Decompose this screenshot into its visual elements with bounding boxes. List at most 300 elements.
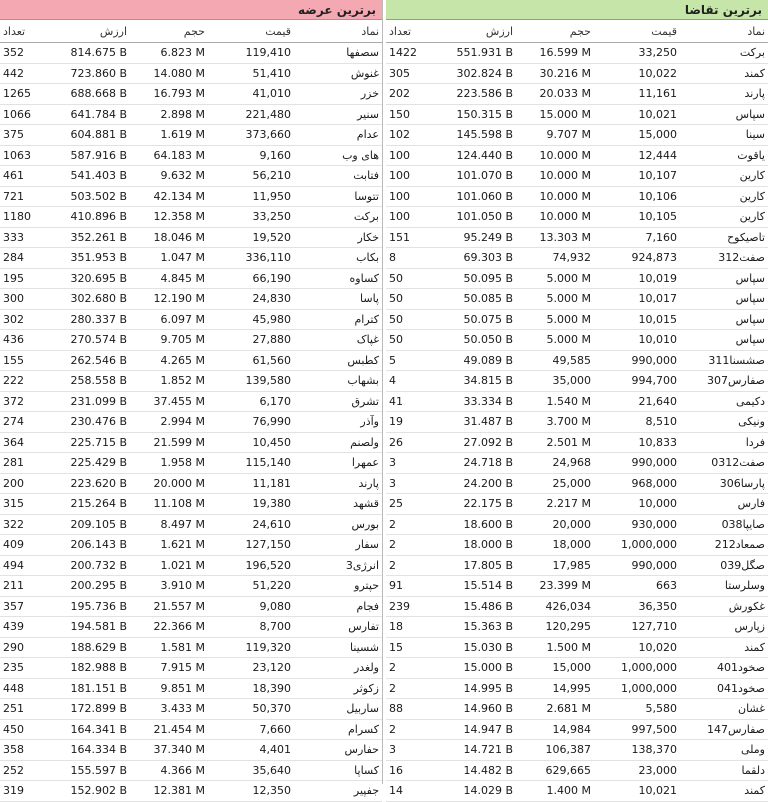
cell-count: 319 bbox=[0, 781, 42, 802]
cell-symbol[interactable]: پارند bbox=[294, 473, 382, 494]
cell-volume: 16.793 M bbox=[130, 84, 208, 105]
cell-price: 10,022 bbox=[594, 63, 680, 84]
cell-symbol[interactable]: صفت0312 bbox=[680, 453, 768, 474]
table-row[interactable] bbox=[386, 227, 768, 248]
cell-value: 24.200 B bbox=[428, 473, 516, 494]
cell-symbol[interactable]: عدام bbox=[294, 125, 382, 146]
cell-volume: 5.000 M bbox=[516, 330, 594, 351]
table-row[interactable] bbox=[386, 309, 768, 330]
cell-count: 25 bbox=[386, 494, 428, 515]
table-row[interactable] bbox=[0, 104, 382, 125]
cell-count: 26 bbox=[386, 432, 428, 453]
table-row[interactable] bbox=[386, 145, 768, 166]
cell-value: 351.953 B bbox=[42, 248, 130, 269]
cell-symbol[interactable]: کمند bbox=[680, 637, 768, 658]
cell-symbol[interactable]: زپارس bbox=[680, 617, 768, 638]
cell-value: 209.105 B bbox=[42, 514, 130, 535]
table-row[interactable] bbox=[0, 678, 382, 699]
cell-price: 997,500 bbox=[594, 719, 680, 740]
table-row[interactable] bbox=[0, 186, 382, 207]
cell-symbol[interactable]: سپاس bbox=[680, 330, 768, 351]
cell-volume: 30.216 M bbox=[516, 63, 594, 84]
cell-price: 21,640 bbox=[594, 391, 680, 412]
cell-value: 541.403 B bbox=[42, 166, 130, 187]
cell-volume: 5.000 M bbox=[516, 289, 594, 310]
cell-symbol[interactable]: صخود041 bbox=[680, 678, 768, 699]
cell-volume: 106,387 bbox=[516, 740, 594, 761]
cell-symbol[interactable]: ولصنم bbox=[294, 432, 382, 453]
cell-volume: 13.303 M bbox=[516, 227, 594, 248]
cell-symbol[interactable]: وملی bbox=[680, 740, 768, 761]
cell-volume: 4.845 M bbox=[130, 268, 208, 289]
table-row[interactable] bbox=[386, 391, 768, 412]
top-supply-title: برترین عرضه bbox=[0, 0, 382, 20]
table-row[interactable] bbox=[386, 43, 768, 64]
cell-symbol[interactable]: غنوش bbox=[294, 63, 382, 84]
cell-value: 50.095 B bbox=[428, 268, 516, 289]
cell-price: 11,161 bbox=[594, 84, 680, 105]
cell-value: 124.440 B bbox=[428, 145, 516, 166]
cell-symbol[interactable]: سینا bbox=[680, 125, 768, 146]
cell-value: 50.075 B bbox=[428, 309, 516, 330]
table-row[interactable] bbox=[386, 63, 768, 84]
cell-symbol[interactable]: غشان bbox=[680, 699, 768, 720]
cell-count: 239 bbox=[386, 596, 428, 617]
cell-volume: 14,995 bbox=[516, 678, 594, 699]
cell-value: 270.574 B bbox=[42, 330, 130, 351]
table-row[interactable] bbox=[386, 617, 768, 638]
cell-value: 280.337 B bbox=[42, 309, 130, 330]
cell-symbol[interactable]: صگل039 bbox=[680, 555, 768, 576]
table-row[interactable] bbox=[0, 268, 382, 289]
cell-price: 8,700 bbox=[208, 617, 294, 638]
cell-symbol[interactable]: برکت bbox=[680, 43, 768, 64]
cell-symbol[interactable]: سنیر bbox=[294, 104, 382, 125]
cell-symbol[interactable]: کارین bbox=[680, 207, 768, 228]
cell-price: 12,444 bbox=[594, 145, 680, 166]
table-row[interactable] bbox=[0, 289, 382, 310]
cell-symbol[interactable]: قشهد bbox=[294, 494, 382, 515]
cell-count: 195 bbox=[0, 268, 42, 289]
cell-symbol[interactable]: دکیمی bbox=[680, 391, 768, 412]
cell-value: 34.815 B bbox=[428, 371, 516, 392]
cell-value: 14.721 B bbox=[428, 740, 516, 761]
cell-value: 225.429 B bbox=[42, 453, 130, 474]
table-row[interactable] bbox=[386, 432, 768, 453]
table-row[interactable] bbox=[386, 84, 768, 105]
cell-symbol[interactable]: برکت bbox=[294, 207, 382, 228]
panel-divider bbox=[382, 0, 386, 784]
cell-count: 91 bbox=[386, 576, 428, 597]
header-volume[interactable]: حجم bbox=[516, 20, 594, 43]
cell-symbol[interactable]: کطبس bbox=[294, 350, 382, 371]
table-row[interactable] bbox=[386, 494, 768, 515]
cell-count: 50 bbox=[386, 330, 428, 351]
cell-symbol[interactable]: خزر bbox=[294, 84, 382, 105]
cell-volume: 3.433 M bbox=[130, 699, 208, 720]
cell-volume: 6.097 M bbox=[130, 309, 208, 330]
cell-symbol[interactable]: فجام bbox=[294, 596, 382, 617]
cell-symbol[interactable]: ساربیل bbox=[294, 699, 382, 720]
cell-symbol[interactable]: بکاب bbox=[294, 248, 382, 269]
table-row[interactable] bbox=[386, 473, 768, 494]
table-row[interactable] bbox=[0, 432, 382, 453]
cell-symbol[interactable]: حفارس bbox=[294, 740, 382, 761]
cell-count: 358 bbox=[0, 740, 42, 761]
cell-symbol[interactable]: های وب bbox=[294, 145, 382, 166]
table-row[interactable] bbox=[0, 350, 382, 371]
cell-symbol[interactable]: صفارس147 bbox=[680, 719, 768, 740]
cell-symbol[interactable]: عمهرا bbox=[294, 453, 382, 474]
cell-price: 51,410 bbox=[208, 63, 294, 84]
cell-symbol[interactable]: کسرام bbox=[294, 719, 382, 740]
cell-symbol[interactable]: تشرق bbox=[294, 391, 382, 412]
cell-value: 49.089 B bbox=[428, 350, 516, 371]
cell-value: 69.303 B bbox=[428, 248, 516, 269]
cell-symbol[interactable]: سپاس bbox=[680, 104, 768, 125]
cell-value: 258.558 B bbox=[42, 371, 130, 392]
header-volume[interactable]: حجم bbox=[130, 20, 208, 43]
table-row[interactable] bbox=[386, 555, 768, 576]
cell-symbol[interactable]: صفت312 bbox=[680, 248, 768, 269]
cell-symbol[interactable]: وسلرستا bbox=[680, 576, 768, 597]
table-row[interactable] bbox=[0, 371, 382, 392]
cell-symbol[interactable]: حپترو bbox=[294, 576, 382, 597]
cell-value: 101.050 B bbox=[428, 207, 516, 228]
table-row[interactable] bbox=[0, 514, 382, 535]
cell-count: 100 bbox=[386, 166, 428, 187]
table-header-row bbox=[386, 20, 768, 43]
cell-symbol[interactable]: صایپا038 bbox=[680, 514, 768, 535]
cell-count: 50 bbox=[386, 309, 428, 330]
cell-price: 24,830 bbox=[208, 289, 294, 310]
top-demand-title: برترین تقاضا bbox=[386, 0, 768, 20]
cell-symbol[interactable]: پارند bbox=[680, 84, 768, 105]
cell-symbol[interactable]: سپاس bbox=[680, 268, 768, 289]
cell-symbol[interactable]: پارسا306 bbox=[680, 473, 768, 494]
cell-volume: 10.000 M bbox=[516, 186, 594, 207]
cell-symbol[interactable]: سصفها bbox=[294, 43, 382, 64]
table-row[interactable] bbox=[386, 535, 768, 556]
cell-count: 281 bbox=[0, 453, 42, 474]
table-row[interactable] bbox=[386, 186, 768, 207]
cell-price: 115,140 bbox=[208, 453, 294, 474]
cell-symbol[interactable]: زکوثر bbox=[294, 678, 382, 699]
cell-value: 587.916 B bbox=[42, 145, 130, 166]
cell-count: 4 bbox=[386, 371, 428, 392]
cell-value: 15.000 B bbox=[428, 658, 516, 679]
table-header-row bbox=[0, 20, 382, 43]
cell-symbol[interactable]: دلقما bbox=[680, 760, 768, 781]
cell-count: 14 bbox=[386, 781, 428, 802]
cell-value: 14.960 B bbox=[428, 699, 516, 720]
cell-value: 164.334 B bbox=[42, 740, 130, 761]
cell-price: 36,350 bbox=[594, 596, 680, 617]
cell-symbol[interactable]: فارس bbox=[680, 494, 768, 515]
cell-count: 290 bbox=[0, 637, 42, 658]
cell-symbol[interactable]: سفار bbox=[294, 535, 382, 556]
table-row[interactable] bbox=[386, 330, 768, 351]
cell-symbol[interactable]: خکار bbox=[294, 227, 382, 248]
header-symbol[interactable]: نماد bbox=[294, 20, 382, 43]
top-supply-table bbox=[0, 20, 382, 802]
cell-volume: 25,000 bbox=[516, 473, 594, 494]
cell-volume: 21.454 M bbox=[130, 719, 208, 740]
table-row[interactable] bbox=[0, 719, 382, 740]
table-row[interactable] bbox=[386, 350, 768, 371]
cell-price: 336,110 bbox=[208, 248, 294, 269]
table-row[interactable] bbox=[0, 494, 382, 515]
cell-symbol[interactable]: صشسنا311 bbox=[680, 350, 768, 371]
cell-price: 221,480 bbox=[208, 104, 294, 125]
cell-symbol[interactable]: کمند bbox=[680, 781, 768, 802]
table-row[interactable] bbox=[386, 412, 768, 433]
cell-count: 305 bbox=[386, 63, 428, 84]
table-row[interactable] bbox=[386, 289, 768, 310]
table-row[interactable] bbox=[386, 248, 768, 269]
cell-volume: 12.381 M bbox=[130, 781, 208, 802]
cell-price: 6,170 bbox=[208, 391, 294, 412]
table-row[interactable] bbox=[386, 719, 768, 740]
header-price[interactable]: قیمت bbox=[594, 20, 680, 43]
table-row[interactable] bbox=[0, 145, 382, 166]
cell-count: 16 bbox=[386, 760, 428, 781]
cell-price: 66,190 bbox=[208, 268, 294, 289]
cell-volume: 1.047 M bbox=[130, 248, 208, 269]
cell-value: 14.995 B bbox=[428, 678, 516, 699]
cell-volume: 21.557 M bbox=[130, 596, 208, 617]
cell-symbol[interactable]: ولغدر bbox=[294, 658, 382, 679]
table-row[interactable] bbox=[386, 104, 768, 125]
cell-price: 990,000 bbox=[594, 453, 680, 474]
table-row[interactable] bbox=[0, 43, 382, 64]
cell-count: 352 bbox=[0, 43, 42, 64]
cell-price: 119,320 bbox=[208, 637, 294, 658]
table-row[interactable] bbox=[386, 699, 768, 720]
cell-symbol[interactable]: کمند bbox=[680, 63, 768, 84]
cell-symbol[interactable]: انرژی3 bbox=[294, 555, 382, 576]
cell-value: 302.680 B bbox=[42, 289, 130, 310]
cell-count: 300 bbox=[0, 289, 42, 310]
cell-symbol[interactable]: تتوسا bbox=[294, 186, 382, 207]
cell-price: 10,017 bbox=[594, 289, 680, 310]
cell-value: 95.249 B bbox=[428, 227, 516, 248]
table-row[interactable] bbox=[0, 412, 382, 433]
table-row[interactable] bbox=[0, 166, 382, 187]
cell-count: 155 bbox=[0, 350, 42, 371]
table-row[interactable] bbox=[386, 658, 768, 679]
table-row[interactable] bbox=[0, 555, 382, 576]
cell-value: 15.514 B bbox=[428, 576, 516, 597]
cell-volume: 7.915 M bbox=[130, 658, 208, 679]
table-row[interactable] bbox=[0, 699, 382, 720]
cell-price: 924,873 bbox=[594, 248, 680, 269]
cell-count: 364 bbox=[0, 432, 42, 453]
table-row[interactable] bbox=[0, 63, 382, 84]
cell-count: 100 bbox=[386, 186, 428, 207]
cell-symbol[interactable]: صمعاد212 bbox=[680, 535, 768, 556]
cell-volume: 2.898 M bbox=[130, 104, 208, 125]
table-row[interactable] bbox=[386, 453, 768, 474]
table-row[interactable] bbox=[0, 125, 382, 146]
cell-price: 10,833 bbox=[594, 432, 680, 453]
cell-symbol[interactable]: کارین bbox=[680, 166, 768, 187]
table-row[interactable] bbox=[0, 740, 382, 761]
cell-volume: 1.500 M bbox=[516, 637, 594, 658]
cell-symbol[interactable]: سپاس bbox=[680, 289, 768, 310]
cell-value: 14.482 B bbox=[428, 760, 516, 781]
cell-symbol[interactable]: تفارس bbox=[294, 617, 382, 638]
cell-value: 172.899 B bbox=[42, 699, 130, 720]
table-row[interactable] bbox=[0, 596, 382, 617]
cell-symbol[interactable]: بورس bbox=[294, 514, 382, 535]
cell-value: 814.675 B bbox=[42, 43, 130, 64]
cell-count: 88 bbox=[386, 699, 428, 720]
table-row[interactable] bbox=[0, 760, 382, 781]
cell-volume: 42.134 M bbox=[130, 186, 208, 207]
cell-symbol[interactable]: یاقوت bbox=[680, 145, 768, 166]
cell-volume: 14,984 bbox=[516, 719, 594, 740]
table-row[interactable] bbox=[0, 637, 382, 658]
table-row[interactable] bbox=[386, 678, 768, 699]
cell-symbol[interactable]: غپاک bbox=[294, 330, 382, 351]
cell-symbol[interactable]: بشهاب bbox=[294, 371, 382, 392]
cell-symbol[interactable]: پاسا bbox=[294, 289, 382, 310]
cell-symbol[interactable]: سپاس bbox=[680, 309, 768, 330]
cell-price: 8,510 bbox=[594, 412, 680, 433]
cell-price: 12,350 bbox=[208, 781, 294, 802]
cell-count: 222 bbox=[0, 371, 42, 392]
table-row[interactable] bbox=[386, 371, 768, 392]
cell-value: 231.099 B bbox=[42, 391, 130, 412]
header-symbol[interactable]: نماد bbox=[680, 20, 768, 43]
cell-count: 1063 bbox=[0, 145, 42, 166]
cell-count: 19 bbox=[386, 412, 428, 433]
header-count[interactable]: تعداد bbox=[386, 20, 428, 43]
cell-count: 372 bbox=[0, 391, 42, 412]
cell-volume: 49,585 bbox=[516, 350, 594, 371]
cell-volume: 4.366 M bbox=[130, 760, 208, 781]
cell-price: 19,520 bbox=[208, 227, 294, 248]
cell-value: 181.151 B bbox=[42, 678, 130, 699]
cell-volume: 9.707 M bbox=[516, 125, 594, 146]
table-row[interactable] bbox=[0, 535, 382, 556]
cell-volume: 2.681 M bbox=[516, 699, 594, 720]
table-row[interactable] bbox=[386, 166, 768, 187]
table-row[interactable] bbox=[386, 637, 768, 658]
table-row[interactable] bbox=[0, 391, 382, 412]
table-row[interactable] bbox=[386, 596, 768, 617]
table-row[interactable] bbox=[0, 658, 382, 679]
cell-price: 45,980 bbox=[208, 309, 294, 330]
table-row[interactable] bbox=[386, 207, 768, 228]
cell-value: 604.881 B bbox=[42, 125, 130, 146]
table-row[interactable] bbox=[386, 760, 768, 781]
cell-symbol[interactable]: غکورش bbox=[680, 596, 768, 617]
cell-value: 503.502 B bbox=[42, 186, 130, 207]
cell-price: 15,000 bbox=[594, 125, 680, 146]
cell-volume: 17,985 bbox=[516, 555, 594, 576]
table-row[interactable] bbox=[386, 268, 768, 289]
cell-symbol[interactable]: تاصیکوح bbox=[680, 227, 768, 248]
table-row[interactable] bbox=[0, 227, 382, 248]
table-row[interactable] bbox=[0, 330, 382, 351]
cell-value: 302.824 B bbox=[428, 63, 516, 84]
cell-symbol[interactable]: شسینا bbox=[294, 637, 382, 658]
cell-symbol[interactable]: کساوه bbox=[294, 268, 382, 289]
cell-value: 225.715 B bbox=[42, 432, 130, 453]
cell-symbol[interactable]: جفپیر bbox=[294, 781, 382, 802]
cell-count: 15 bbox=[386, 637, 428, 658]
cell-count: 274 bbox=[0, 412, 42, 433]
cell-price: 10,015 bbox=[594, 309, 680, 330]
cell-symbol[interactable]: صفارس307 bbox=[680, 371, 768, 392]
cell-symbol[interactable]: ونیکی bbox=[680, 412, 768, 433]
cell-price: 9,160 bbox=[208, 145, 294, 166]
cell-value: 164.341 B bbox=[42, 719, 130, 740]
header-value[interactable]: ارزش bbox=[428, 20, 516, 43]
table-row[interactable] bbox=[386, 576, 768, 597]
table-row[interactable] bbox=[386, 125, 768, 146]
cell-value: 262.546 B bbox=[42, 350, 130, 371]
cell-symbol[interactable]: فتابت bbox=[294, 166, 382, 187]
cell-price: 27,880 bbox=[208, 330, 294, 351]
cell-symbol[interactable]: صخود401 bbox=[680, 658, 768, 679]
cell-value: 150.315 B bbox=[428, 104, 516, 125]
cell-value: 188.629 B bbox=[42, 637, 130, 658]
cell-value: 155.597 B bbox=[42, 760, 130, 781]
cell-value: 31.487 B bbox=[428, 412, 516, 433]
cell-volume: 12.358 M bbox=[130, 207, 208, 228]
cell-value: 215.264 B bbox=[42, 494, 130, 515]
table-row[interactable] bbox=[0, 207, 382, 228]
cell-count: 2 bbox=[386, 719, 428, 740]
cell-value: 200.295 B bbox=[42, 576, 130, 597]
table-row[interactable] bbox=[0, 576, 382, 597]
cell-price: 10,020 bbox=[594, 637, 680, 658]
table-row[interactable] bbox=[386, 514, 768, 535]
cell-count: 235 bbox=[0, 658, 42, 679]
header-value[interactable]: ارزش bbox=[42, 20, 130, 43]
cell-value: 223.586 B bbox=[428, 84, 516, 105]
table-row[interactable] bbox=[0, 248, 382, 269]
cell-count: 202 bbox=[386, 84, 428, 105]
cell-price: 10,105 bbox=[594, 207, 680, 228]
cell-symbol[interactable]: کترام bbox=[294, 309, 382, 330]
cell-symbol[interactable]: وآذر bbox=[294, 412, 382, 433]
table-row[interactable] bbox=[0, 84, 382, 105]
cell-count: 3 bbox=[386, 473, 428, 494]
header-price[interactable]: قیمت bbox=[208, 20, 294, 43]
table-row[interactable] bbox=[0, 453, 382, 474]
header-count[interactable]: تعداد bbox=[0, 20, 42, 43]
cell-price: 373,660 bbox=[208, 125, 294, 146]
cell-price: 10,021 bbox=[594, 104, 680, 125]
cell-symbol[interactable]: کساپا bbox=[294, 760, 382, 781]
table-row[interactable] bbox=[0, 617, 382, 638]
table-row[interactable] bbox=[0, 473, 382, 494]
cell-symbol[interactable]: فردا bbox=[680, 432, 768, 453]
cell-price: 18,390 bbox=[208, 678, 294, 699]
table-row[interactable] bbox=[0, 309, 382, 330]
cell-symbol[interactable]: کارین bbox=[680, 186, 768, 207]
cell-volume: 1.958 M bbox=[130, 453, 208, 474]
table-row[interactable] bbox=[386, 740, 768, 761]
cell-price: 10,450 bbox=[208, 432, 294, 453]
cell-value: 14.947 B bbox=[428, 719, 516, 740]
cell-count: 252 bbox=[0, 760, 42, 781]
cell-value: 101.070 B bbox=[428, 166, 516, 187]
